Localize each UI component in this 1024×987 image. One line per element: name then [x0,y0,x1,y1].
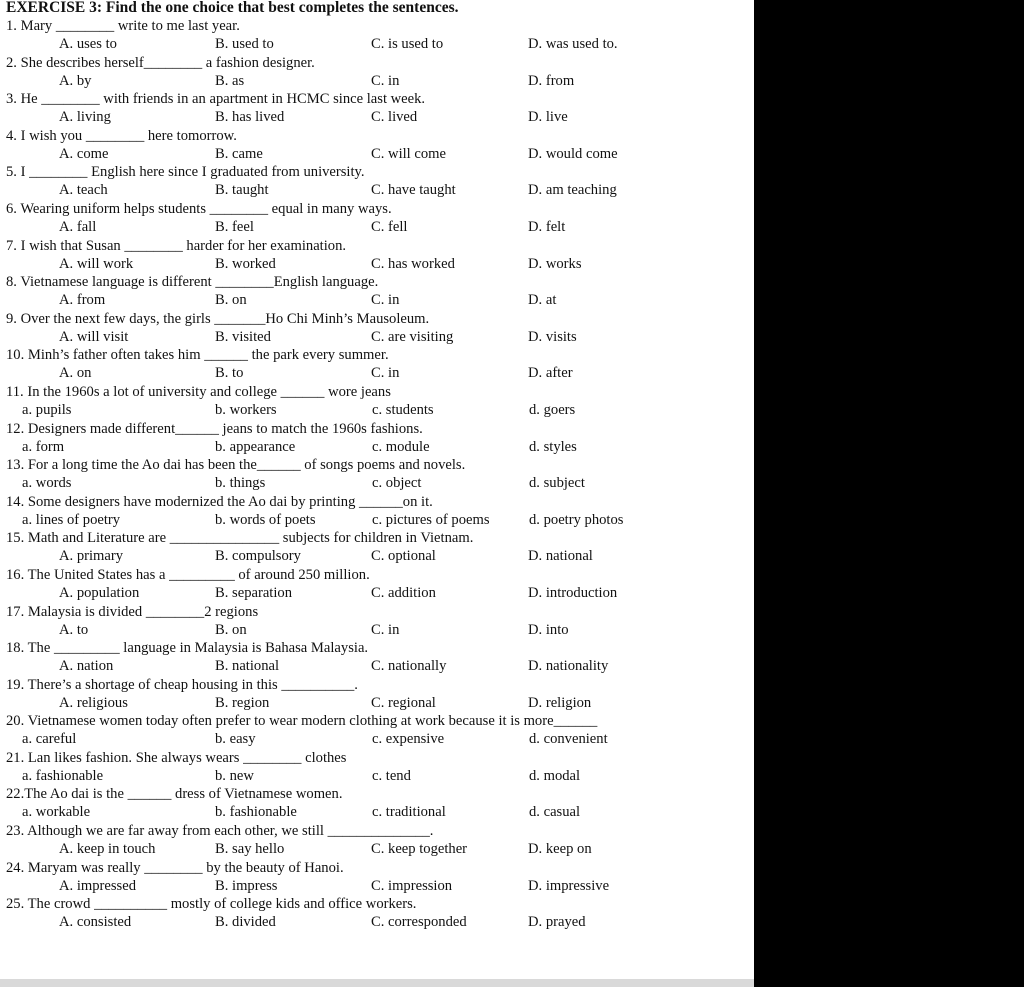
answer-option: a. pupils [22,401,72,418]
answer-option: A. from [59,292,106,309]
answer-option: D. visits [528,328,577,345]
answer-option: d. convenient [529,731,608,748]
answer-option: C. are visiting [371,328,454,345]
answer-option: B. feel [215,218,254,235]
answer-option: C. in [371,292,400,309]
answer-option: D. would come [528,145,618,162]
question-stem: 23. Although we are far away from each other, we still ______________. [6,823,434,840]
question-stem: 16. The United States has a _________ of around 250 million. [6,566,370,583]
question-item [0,383,754,420]
answer-option: a. lines of poetry [22,511,121,528]
answer-option: A. consisted [59,914,132,931]
question-item [0,859,754,896]
question-stem: 13. For a long time the Ao dai has been the______ of songs poems and novels. [6,457,466,474]
answer-option: D. keep on [528,841,592,858]
question-stem: 1. Mary ________ write to me last year. [6,18,240,34]
answer-option: C. fell [371,218,408,235]
answer-option: B. used to [215,36,274,52]
question-stem: 21. Lan likes fashion. She always wears ________ clothes [6,749,347,766]
question-stem: 14. Some designers have modernized the Ao dai by printing ______on it. [6,493,433,510]
answer-option: B. to [215,365,244,382]
answer-option: c. expensive [372,731,445,748]
answer-option: D. from [528,72,575,89]
answer-option: a. workable [22,804,91,821]
page-bottom-edge [0,979,754,987]
answer-option: D. was used to. [528,36,618,52]
answer-option: b. fashionable [215,804,297,821]
question-stem: 3. He ________ with friends in an apartment in HCMC since last week. [6,91,426,108]
answer-option: C. nationally [371,658,447,675]
answer-option: D. after [528,365,573,382]
question-item [0,54,754,91]
question-item [0,566,754,603]
answer-option: a. careful [22,731,77,748]
question-item [0,493,754,530]
answer-option: A. to [59,621,89,638]
question-item [0,200,754,237]
answer-option: D. felt [528,218,566,235]
question-stem: 2. She describes herself________ a fashion designer. [6,54,315,71]
question-stem: 18. The _________ language in Malaysia is Bahasa Malaysia. [6,640,369,657]
answer-option: B. compulsory [215,548,301,565]
question-item [0,785,754,822]
answer-option: A. uses to [59,36,117,52]
answer-option: c. module [372,438,430,455]
answer-option: A. teach [59,182,108,199]
question-item [0,90,754,127]
answer-option: A. will visit [59,328,129,345]
question-stem: 7. I wish that Susan ________ harder for her examination. [6,237,347,254]
answer-option: D. am teaching [528,182,617,199]
question-stem: 9. Over the next few days, the girls _______Ho Chi Minh’s Mausoleum. [6,310,430,327]
answer-option: C. is used to [371,36,444,52]
question-list [0,17,754,932]
answer-option: C. keep together [371,841,468,858]
answer-option: d. poetry photos [529,511,624,528]
answer-option: D. into [528,621,569,638]
answer-option: b. workers [215,401,277,418]
question-item [0,17,754,54]
question-stem: 12. Designers made different______ jeans to match the 1960s fashions. [6,420,423,437]
answer-option: B. visited [215,328,271,345]
answer-option: d. modal [529,767,581,784]
answer-option: B. impress [215,877,278,894]
answer-option: b. appearance [215,438,296,455]
answer-option: D. works [528,255,582,272]
answer-option: A. fall [59,218,97,235]
question-item [0,346,754,383]
answer-option: C. will come [371,145,446,162]
question-item [0,749,754,786]
question-item [0,529,754,566]
answer-option: B. taught [215,182,269,199]
question-stem: 20. Vietnamese women today often prefer to wear modern clothing at work because it is more______ [6,713,598,730]
answer-option: D. introduction [528,584,618,601]
answer-option: C. in [371,72,400,89]
answer-option: B. came [215,145,263,162]
answer-option: C. have taught [371,182,456,199]
answer-option: B. on [215,292,247,309]
question-stem: 15. Math and Literature are _______________ subjects for children in Vietnam. [6,530,474,547]
question-stem: 10. Minh’s father often takes him ______ the park every summer. [6,347,389,364]
answer-option: A. impressed [59,877,137,894]
question-item [0,676,754,713]
answer-option: d. goers [529,401,576,418]
answer-option: B. say hello [215,841,285,858]
answer-option: A. come [59,145,109,162]
answer-option: B. on [215,621,247,638]
question-stem: 25. The crowd __________ mostly of college kids and office workers. [6,896,417,913]
answer-option: D. nationality [528,658,609,675]
question-item [0,639,754,676]
answer-option: C. in [371,621,400,638]
answer-option: a. fashionable [22,767,104,784]
answer-option: D. national [528,548,593,565]
answer-option: b. easy [215,731,256,748]
question-stem: 6. Wearing uniform helps students ________ equal in many ways. [6,200,392,217]
answer-option: A. primary [59,548,124,565]
question-stem: 17. Malaysia is divided ________2 regions [6,603,259,620]
answer-option: B. has lived [215,109,285,126]
answer-option: B. divided [215,914,276,931]
answer-option: d. casual [529,804,581,821]
answer-option: c. object [372,475,422,492]
answer-option: B. worked [215,255,276,272]
question-stem: 22.The Ao dai is the ______ dress of Vietnamese women. [6,786,343,803]
answer-option: a. words [22,475,72,492]
question-stem: 4. I wish you ________ here tomorrow. [6,127,237,144]
answer-option: A. keep in touch [59,841,156,858]
answer-option: A. by [59,72,92,89]
answer-option: b. new [215,767,254,784]
question-stem: 11. In the 1960s a lot of university and college ______ wore jeans [6,383,391,400]
answer-option: A. population [59,584,140,601]
exercise-title: EXERCISE 3: Find the one choice that best completes the sentences. [6,0,459,16]
answer-option: B. as [215,72,245,89]
answer-option: a. form [22,438,65,455]
question-item [0,310,754,347]
answer-option: B. separation [215,584,293,601]
answer-option: B. national [215,658,280,675]
answer-option: A. will work [59,255,134,272]
answer-option: C. in [371,365,400,382]
answer-option: C. has worked [371,255,455,272]
answer-option: A. on [59,365,92,382]
question-item [0,603,754,640]
question-item [0,420,754,457]
answer-option: D. at [528,292,557,309]
question-item [0,273,754,310]
answer-option: B. region [215,694,270,711]
question-item [0,163,754,200]
question-item [0,822,754,859]
answer-option: d. styles [529,438,577,455]
answer-option: C. lived [371,109,418,126]
answer-option: b. things [215,475,266,492]
answer-option: D. prayed [528,914,586,931]
question-item [0,127,754,164]
question-stem: 24. Maryam was really ________ by the beauty of Hanoi. [6,859,344,876]
question-stem: 19. There’s a shortage of cheap housing in this __________. [6,676,358,693]
answer-option: c. traditional [372,804,446,821]
answer-option: C. impression [371,877,453,894]
answer-option: A. nation [59,658,114,675]
answer-option: D. live [528,109,568,126]
answer-option: d. subject [529,475,585,492]
answer-option: A. living [59,109,111,126]
question-item [0,895,754,932]
answer-option: C. regional [371,694,436,711]
question-item [0,456,754,493]
question-item [0,237,754,274]
answer-option: b. words of poets [215,511,316,528]
answer-option: D. impressive [528,877,610,894]
question-stem: 5. I ________ English here since I graduated from university. [6,164,365,181]
question-item [0,712,754,749]
answer-option: c. tend [372,767,411,784]
answer-option: C. corresponded [371,914,467,931]
answer-option: C. optional [371,548,436,565]
answer-option: D. religion [528,694,592,711]
answer-option: C. addition [371,584,436,601]
answer-option: c. students [372,401,434,418]
answer-option: A. religious [59,694,128,711]
answer-option: c. pictures of poems [372,511,490,528]
question-stem: 8. Vietnamese language is different ________English language. [6,274,379,291]
